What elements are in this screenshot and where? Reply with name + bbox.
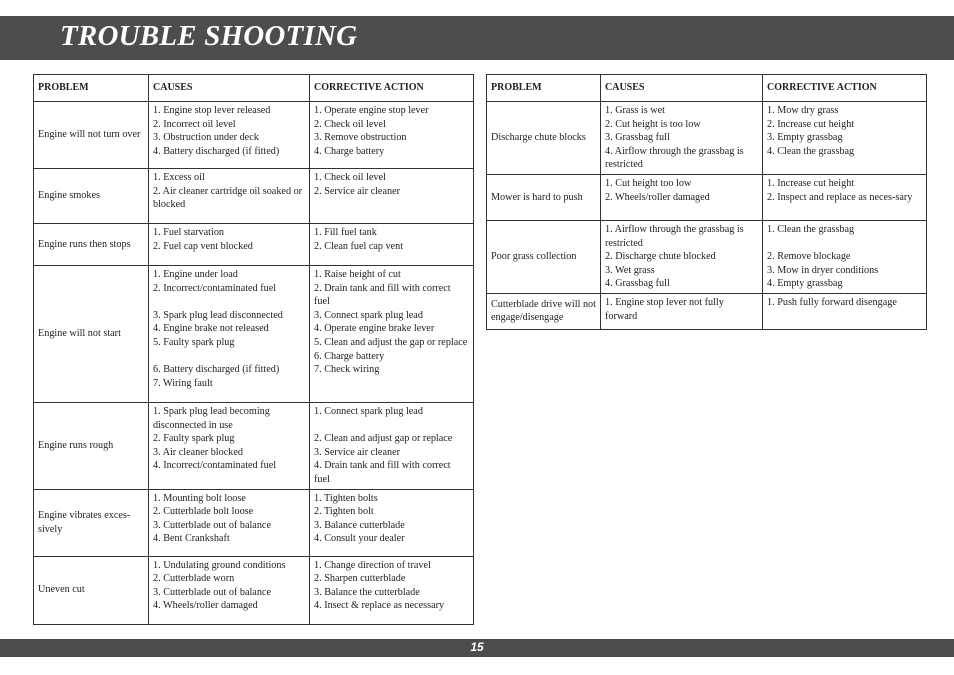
action-line: 4. Clean the grassbag bbox=[767, 145, 855, 157]
action-line: 1. Tighten bolts bbox=[314, 492, 378, 504]
cause-line: 1. Undulating ground conditions bbox=[153, 559, 286, 571]
table-row bbox=[34, 224, 474, 266]
table-row bbox=[487, 102, 927, 175]
causes-cell bbox=[601, 102, 763, 175]
corrective-action-cell bbox=[763, 102, 927, 175]
cause-line: 3. Air cleaner blocked bbox=[153, 446, 243, 458]
corrective-action-cell bbox=[310, 489, 474, 556]
table-header-row bbox=[487, 75, 927, 102]
header-problem: PROBLEM bbox=[34, 75, 149, 102]
cause-line: 4. Battery discharged (if fitted) bbox=[153, 145, 280, 157]
cause-line: 3. Cutterblade out of balance bbox=[153, 586, 271, 598]
action-line: 1. Fill fuel tank bbox=[314, 227, 377, 238]
cause-line bbox=[153, 350, 305, 364]
cause-line: 1. Airflow through the grassbag is restricted bbox=[605, 223, 744, 249]
corrective-action-cell bbox=[763, 293, 927, 329]
cause-line: 2. Cutterblade bolt loose bbox=[153, 506, 254, 518]
title-bar bbox=[0, 16, 954, 60]
cause-line bbox=[153, 295, 305, 309]
cause-line: 2. Incorrect oil level bbox=[153, 118, 236, 130]
cause-line: 4. Grassbag full bbox=[605, 278, 670, 290]
action-line: 1. Change direction of travel bbox=[314, 559, 431, 571]
page-number: 15 bbox=[470, 640, 484, 654]
action-line: 4. Empty grassbag bbox=[767, 278, 843, 290]
cause-line: 2. Discharge chute blocked bbox=[605, 251, 716, 263]
problem-cell: Engine smokes bbox=[34, 169, 149, 224]
problem-cell: Poor grass collection bbox=[487, 220, 601, 293]
problem-cell: Engine will not start bbox=[34, 266, 149, 403]
causes-cell bbox=[601, 220, 763, 293]
problem-cell: Engine runs then stops bbox=[34, 224, 149, 266]
cause-line: 4. Engine brake not released bbox=[153, 323, 269, 335]
corrective-action-cell bbox=[310, 224, 474, 266]
causes-cell bbox=[149, 403, 310, 490]
table-row bbox=[487, 174, 927, 220]
cause-line: 2. Faulty spark plug bbox=[153, 433, 235, 445]
cause-line: 6. Battery discharged (if fitted) bbox=[153, 364, 280, 376]
action-line: 4. Charge battery bbox=[314, 145, 385, 157]
cause-line: 2. Fuel cap vent blocked bbox=[153, 240, 253, 252]
causes-cell bbox=[601, 293, 763, 329]
action-line: 2. Tighten bolt bbox=[314, 506, 374, 518]
action-line: 2. Inspect and replace as neces-sary bbox=[767, 191, 913, 203]
table-row bbox=[34, 489, 474, 556]
cause-line: 4. Incorrect/contaminated fuel bbox=[153, 460, 277, 472]
problem-cell: Cutterblade drive will not engage/disengage bbox=[487, 293, 601, 329]
cause-line: 1. Engine stop lever not fully forward bbox=[605, 296, 724, 322]
action-line: 4. Consult your dealer bbox=[314, 533, 405, 545]
table-row bbox=[487, 293, 927, 329]
action-line: 3. Connect spark plug lead bbox=[314, 309, 423, 321]
cause-line: 3. Grassbag full bbox=[605, 132, 670, 144]
action-line: 4. Drain tank and fill with correct fuel bbox=[314, 460, 451, 485]
cause-line: 1. Fuel starvation bbox=[153, 227, 225, 238]
troubleshooting-table-right bbox=[486, 74, 927, 330]
page-title: TROUBLE SHOOTING bbox=[60, 20, 358, 52]
corrective-action-cell bbox=[310, 403, 474, 490]
cause-line: 2. Wheels/roller damaged bbox=[605, 191, 710, 203]
cause-line: 1. Cut height too low bbox=[605, 177, 692, 189]
corrective-action-cell bbox=[310, 266, 474, 403]
cause-line: 3. Spark plug lead disconnected bbox=[153, 309, 283, 321]
action-line: 4. Operate engine brake lever bbox=[314, 323, 435, 335]
corrective-action-cell bbox=[310, 556, 474, 624]
cause-line: 4. Bent Crankshaft bbox=[153, 533, 230, 545]
action-line: 2. Clean fuel cap vent bbox=[314, 240, 404, 252]
problem-cell: Engine vibrates exces-sively bbox=[34, 489, 149, 556]
cause-line: 4. Wheels/roller damaged bbox=[153, 600, 258, 612]
cause-line: 3. Wet grass bbox=[605, 264, 655, 276]
action-line: 2. Remove blockage bbox=[767, 251, 851, 263]
cause-line: 3. Cutterblade out of balance bbox=[153, 519, 271, 531]
cause-line: 2. Incorrect/contaminated fuel bbox=[153, 282, 277, 294]
cause-line: 3. Obstruction under deck bbox=[153, 132, 259, 144]
causes-cell bbox=[601, 174, 763, 220]
action-line: 2. Clean and adjust gap or replace bbox=[314, 433, 453, 445]
action-line: 4. Insect & replace as necessary bbox=[314, 600, 445, 612]
table-row bbox=[34, 169, 474, 224]
causes-cell bbox=[149, 556, 310, 624]
action-line: 3. Remove obstruction bbox=[314, 132, 407, 144]
cause-line: 1. Spark plug lead becoming disconnected in use bbox=[153, 406, 270, 431]
table-row bbox=[34, 556, 474, 624]
header-causes: CAUSES bbox=[601, 75, 763, 102]
cause-line: 7. Wiring fault bbox=[153, 377, 213, 389]
action-line: 1. Mow dry grass bbox=[767, 105, 839, 116]
cause-line: 4. Airflow through the grassbag is restricted bbox=[605, 145, 744, 171]
action-line: 1. Raise height of cut bbox=[314, 269, 401, 280]
cause-line: 1. Mounting bolt loose bbox=[153, 492, 246, 504]
header-corrective-action: CORRECTIVE ACTION bbox=[763, 75, 927, 102]
cause-line: 1. Engine stop lever released bbox=[153, 105, 271, 116]
corrective-action-cell bbox=[310, 102, 474, 169]
action-line: 1. Push fully forward disengage bbox=[767, 296, 897, 308]
action-line: 5. Clean and adjust the gap or replace bbox=[314, 336, 468, 348]
action-line: 3. Service air cleaner bbox=[314, 446, 400, 458]
action-line: 3. Empty grassbag bbox=[767, 132, 843, 144]
cause-line: 5. Faulty spark plug bbox=[153, 336, 235, 348]
header-causes: CAUSES bbox=[149, 75, 310, 102]
action-line: 3. Balance the cutterblade bbox=[314, 586, 420, 598]
table-header-row bbox=[34, 75, 474, 102]
causes-cell bbox=[149, 224, 310, 266]
footer-bar bbox=[0, 639, 954, 657]
corrective-action-cell bbox=[763, 220, 927, 293]
action-line: 7. Check wiring bbox=[314, 364, 380, 376]
table-row bbox=[34, 266, 474, 403]
corrective-action-cell bbox=[310, 169, 474, 224]
problem-cell: Uneven cut bbox=[34, 556, 149, 624]
causes-cell bbox=[149, 169, 310, 224]
action-line: 2. Service air cleaner bbox=[314, 185, 400, 197]
action-line: 2. Increase cut height bbox=[767, 118, 855, 130]
problem-cell: Mower is hard to push bbox=[487, 174, 601, 220]
corrective-action-cell bbox=[763, 174, 927, 220]
cause-line: 1. Grass is wet bbox=[605, 105, 665, 116]
action-line: 3. Mow in dryer conditions bbox=[767, 264, 879, 276]
action-line: 2. Drain tank and fill with correct fuel bbox=[314, 282, 451, 308]
table-row bbox=[34, 403, 474, 490]
action-line: 2. Check oil level bbox=[314, 118, 386, 130]
action-line: 1. Operate engine stop lever bbox=[314, 105, 429, 116]
cause-line: 2. Cutterblade worn bbox=[153, 573, 235, 585]
action-line: 6. Charge battery bbox=[314, 350, 385, 362]
action-line bbox=[767, 237, 922, 251]
causes-cell bbox=[149, 266, 310, 403]
cause-line: 2. Cut height is too low bbox=[605, 118, 701, 130]
cause-line: 2. Air cleaner cartridge oil soaked or blocked bbox=[153, 185, 303, 211]
cause-line: 1. Excess oil bbox=[153, 172, 205, 183]
header-corrective-action: CORRECTIVE ACTION bbox=[310, 75, 474, 102]
action-line: 3. Balance cutterblade bbox=[314, 519, 405, 531]
problem-cell: Engine runs rough bbox=[34, 403, 149, 490]
table-row bbox=[34, 102, 474, 169]
action-line: 1. Clean the grassbag bbox=[767, 223, 855, 235]
cause-line: 1. Engine under load bbox=[153, 269, 238, 280]
troubleshooting-table-left bbox=[33, 74, 474, 625]
problem-cell: Discharge chute blocks bbox=[487, 102, 601, 175]
header-problem: PROBLEM bbox=[487, 75, 601, 102]
action-line: 1. Check oil level bbox=[314, 172, 386, 183]
causes-cell bbox=[149, 489, 310, 556]
action-line: 1. Connect spark plug lead bbox=[314, 406, 423, 417]
action-line bbox=[314, 419, 469, 433]
table-row bbox=[487, 220, 927, 293]
action-line: 1. Increase cut height bbox=[767, 177, 855, 189]
problem-cell: Engine will not turn over bbox=[34, 102, 149, 169]
causes-cell bbox=[149, 102, 310, 169]
action-line: 2. Sharpen cutterblade bbox=[314, 573, 406, 585]
